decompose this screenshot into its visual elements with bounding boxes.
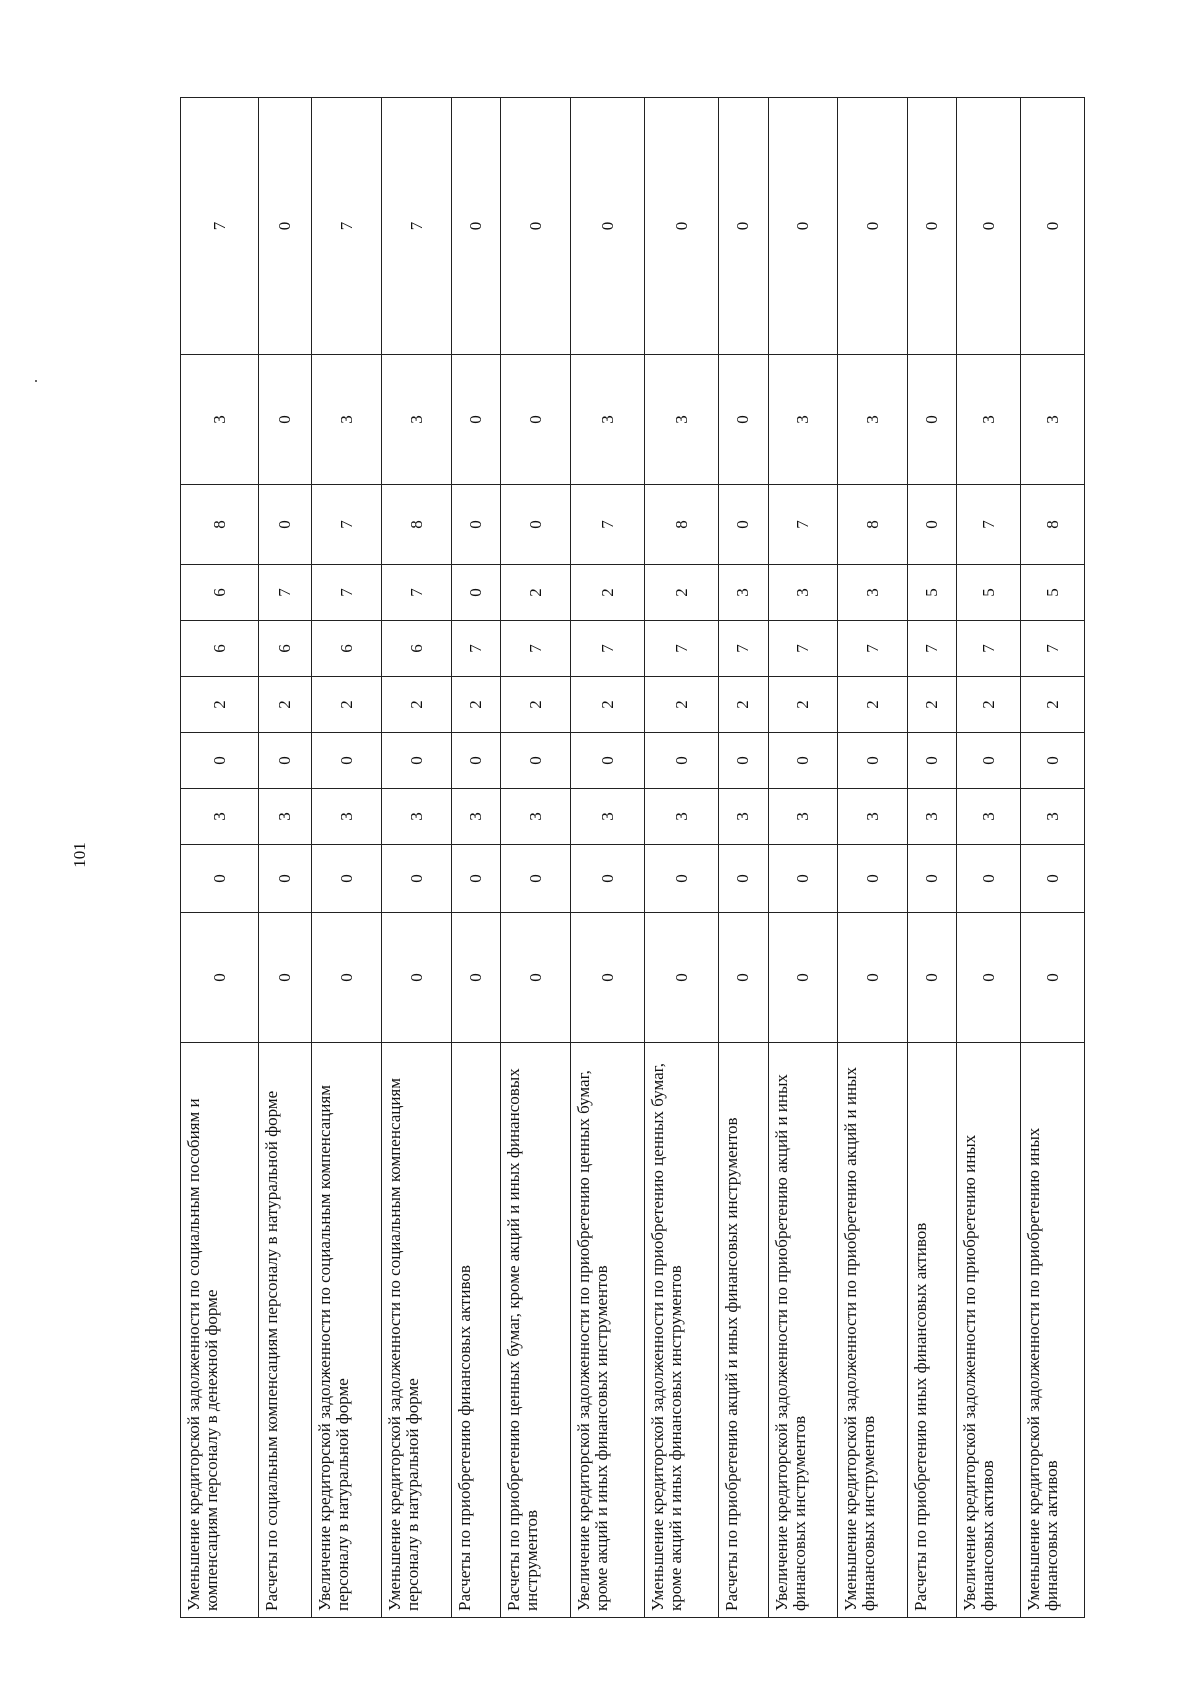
row-label: Увеличение кредиторской задолженности по приобретению акций и иных финансовых инструментов	[768, 1043, 838, 1618]
code-cell: 7	[719, 621, 768, 677]
code-cell: 0	[501, 485, 571, 565]
code-cell: 0	[768, 98, 838, 355]
code-cell: 3	[768, 789, 838, 845]
code-cell: 0	[259, 98, 312, 355]
table-row	[181, 98, 259, 1618]
code-cell: 2	[259, 677, 312, 733]
code-cell: 0	[908, 845, 957, 913]
code-cell: 2	[181, 677, 259, 733]
code-cell: 3	[768, 355, 838, 485]
table-row	[645, 98, 719, 1618]
code-cell: 0	[719, 733, 768, 789]
code-cell: 7	[838, 621, 908, 677]
row-label: Расчеты по приобретению финансовых активов	[452, 1043, 501, 1618]
row-label: Расчеты по социальным компенсациям персоналу в натуральной форме	[259, 1043, 312, 1618]
code-cell: 0	[719, 355, 768, 485]
code-cell: 0	[957, 98, 1021, 355]
table-row	[719, 98, 768, 1618]
code-cell: 0	[908, 355, 957, 485]
code-cell: 0	[571, 845, 645, 913]
code-cell: 3	[719, 565, 768, 621]
table-row	[957, 98, 1021, 1618]
code-cell: 7	[908, 621, 957, 677]
code-cell: 7	[452, 621, 501, 677]
code-cell: 2	[719, 677, 768, 733]
table-container	[180, 98, 1085, 1618]
code-cell: 0	[259, 485, 312, 565]
code-cell: 0	[181, 913, 259, 1043]
table-row	[1021, 98, 1085, 1618]
code-cell: 0	[645, 98, 719, 355]
code-cell: 2	[571, 565, 645, 621]
code-cell: 2	[957, 677, 1021, 733]
code-cell: 0	[1021, 913, 1085, 1043]
code-cell: 0	[571, 98, 645, 355]
code-cell: 3	[571, 789, 645, 845]
code-cell: 0	[768, 845, 838, 913]
code-cell: 3	[908, 789, 957, 845]
code-cell: 7	[382, 98, 452, 355]
code-cell: 6	[382, 621, 452, 677]
code-cell: 3	[838, 355, 908, 485]
code-cell: 0	[908, 98, 957, 355]
code-cell: 7	[1021, 621, 1085, 677]
code-cell: 8	[1021, 485, 1085, 565]
code-cell: 2	[645, 565, 719, 621]
code-cell: 0	[452, 98, 501, 355]
code-cell: 8	[645, 485, 719, 565]
code-cell: 0	[645, 913, 719, 1043]
code-cell: 0	[259, 845, 312, 913]
code-cell: 0	[571, 913, 645, 1043]
code-cell: 0	[312, 845, 382, 913]
code-cell: 3	[838, 565, 908, 621]
code-cell: 0	[1021, 845, 1085, 913]
code-cell: 3	[768, 565, 838, 621]
code-cell: 3	[312, 789, 382, 845]
code-cell: 0	[181, 733, 259, 789]
code-cell: 0	[259, 355, 312, 485]
row-label: Расчеты по приобретению иных финансовых активов	[908, 1043, 957, 1618]
table-row	[259, 98, 312, 1618]
code-cell: 0	[312, 913, 382, 1043]
code-cell: 3	[571, 355, 645, 485]
code-cell: 2	[501, 565, 571, 621]
account-codes-table	[180, 97, 1085, 1618]
code-cell: 7	[382, 565, 452, 621]
rotated-table-frame	[180, 98, 1085, 1618]
code-cell: 8	[382, 485, 452, 565]
code-cell: 0	[382, 845, 452, 913]
code-cell: 0	[957, 733, 1021, 789]
code-cell: 0	[1021, 98, 1085, 355]
code-cell: 3	[838, 789, 908, 845]
code-cell: 0	[957, 913, 1021, 1043]
code-cell: 0	[501, 733, 571, 789]
row-label: Уменьшение кредиторской задолженности по приобретению ценных бумаг, кроме акций и иных финансовых инструментов	[645, 1043, 719, 1618]
code-cell: 0	[908, 485, 957, 565]
code-cell: 3	[181, 355, 259, 485]
code-cell: 0	[768, 733, 838, 789]
code-cell: 7	[957, 485, 1021, 565]
code-cell: 0	[452, 565, 501, 621]
code-cell: 2	[571, 677, 645, 733]
row-label: Увеличение кредиторской задолженности по приобретению иных финансовых активов	[957, 1043, 1021, 1618]
code-cell: 0	[452, 485, 501, 565]
table-row	[768, 98, 838, 1618]
code-cell: 5	[908, 565, 957, 621]
code-cell: 2	[838, 677, 908, 733]
code-cell: 0	[645, 733, 719, 789]
table-row	[452, 98, 501, 1618]
table-row	[382, 98, 452, 1618]
code-cell: 3	[1021, 355, 1085, 485]
page-number: 101	[70, 842, 89, 868]
code-cell: 2	[1021, 677, 1085, 733]
code-cell: 0	[957, 845, 1021, 913]
code-cell: 7	[501, 621, 571, 677]
code-cell: 2	[645, 677, 719, 733]
code-cell: 6	[181, 621, 259, 677]
code-cell: 7	[645, 621, 719, 677]
code-cell: 8	[181, 485, 259, 565]
code-cell: 0	[452, 913, 501, 1043]
code-cell: 0	[382, 913, 452, 1043]
code-cell: 0	[312, 733, 382, 789]
code-cell: 2	[452, 677, 501, 733]
code-cell: 3	[452, 789, 501, 845]
code-cell: 0	[908, 733, 957, 789]
code-cell: 0	[719, 913, 768, 1043]
code-cell: 0	[908, 913, 957, 1043]
table-row	[501, 98, 571, 1618]
row-label: Уменьшение кредиторской задолженности по приобретению акций и иных финансовых инструментов	[838, 1043, 908, 1618]
code-cell: 0	[501, 355, 571, 485]
code-cell: 0	[382, 733, 452, 789]
code-cell: 0	[501, 845, 571, 913]
row-label: Расчеты по приобретению ценных бумаг, кроме акций и иных финансовых инструментов	[501, 1043, 571, 1618]
code-cell: 0	[838, 98, 908, 355]
scan-speck	[35, 380, 37, 382]
code-cell: 7	[312, 565, 382, 621]
code-cell: 0	[838, 733, 908, 789]
code-cell: 7	[768, 485, 838, 565]
table-row	[312, 98, 382, 1618]
code-cell: 7	[181, 98, 259, 355]
code-cell: 3	[501, 789, 571, 845]
code-cell: 2	[501, 677, 571, 733]
row-label: Уменьшение кредиторской задолженности по приобретению иных финансовых активов	[1021, 1043, 1085, 1618]
code-cell: 7	[571, 485, 645, 565]
row-label: Расчеты по приобретению акций и иных финансовых инструментов	[719, 1043, 768, 1618]
table-body	[181, 98, 1085, 1618]
code-cell: 7	[768, 621, 838, 677]
code-cell: 2	[382, 677, 452, 733]
code-cell: 3	[957, 355, 1021, 485]
code-cell: 0	[259, 733, 312, 789]
row-label: Уменьшение кредиторской задолженности по социальным пособиям и компенсациям персоналу в денежной форме	[181, 1043, 259, 1618]
code-cell: 3	[1021, 789, 1085, 845]
code-cell: 0	[452, 355, 501, 485]
row-label: Увеличение кредиторской задолженности по социальным компенсациям персоналу в натуральной форме	[312, 1043, 382, 1618]
code-cell: 5	[957, 565, 1021, 621]
code-cell: 7	[312, 98, 382, 355]
code-cell: 0	[571, 733, 645, 789]
code-cell: 0	[181, 845, 259, 913]
code-cell: 2	[312, 677, 382, 733]
code-cell: 3	[645, 355, 719, 485]
code-cell: 2	[768, 677, 838, 733]
row-label: Увеличение кредиторской задолженности по приобретению ценных бумаг, кроме акций и иных финансовых инструментов	[571, 1043, 645, 1618]
code-cell: 8	[838, 485, 908, 565]
code-cell: 7	[957, 621, 1021, 677]
code-cell: 3	[259, 789, 312, 845]
code-cell: 0	[838, 845, 908, 913]
code-cell: 0	[719, 98, 768, 355]
row-label: Уменьшение кредиторской задолженности по социальным компенсациям персоналу в натуральной форме	[382, 1043, 452, 1618]
table-row	[838, 98, 908, 1618]
code-cell: 0	[452, 845, 501, 913]
code-cell: 0	[645, 845, 719, 913]
code-cell: 7	[571, 621, 645, 677]
code-cell: 6	[259, 621, 312, 677]
code-cell: 7	[259, 565, 312, 621]
code-cell: 3	[382, 789, 452, 845]
code-cell: 0	[768, 913, 838, 1043]
code-cell: 3	[719, 789, 768, 845]
code-cell: 0	[838, 913, 908, 1043]
code-cell: 3	[312, 355, 382, 485]
table-row	[908, 98, 957, 1618]
code-cell: 0	[719, 845, 768, 913]
code-cell: 0	[452, 733, 501, 789]
table-row	[571, 98, 645, 1618]
code-cell: 6	[312, 621, 382, 677]
code-cell: 5	[1021, 565, 1085, 621]
code-cell: 0	[1021, 733, 1085, 789]
code-cell: 0	[501, 98, 571, 355]
code-cell: 0	[719, 485, 768, 565]
code-cell: 7	[312, 485, 382, 565]
code-cell: 6	[181, 565, 259, 621]
code-cell: 0	[259, 913, 312, 1043]
code-cell: 3	[645, 789, 719, 845]
code-cell: 3	[957, 789, 1021, 845]
code-cell: 3	[181, 789, 259, 845]
code-cell: 3	[382, 355, 452, 485]
code-cell: 2	[908, 677, 957, 733]
code-cell: 0	[501, 913, 571, 1043]
